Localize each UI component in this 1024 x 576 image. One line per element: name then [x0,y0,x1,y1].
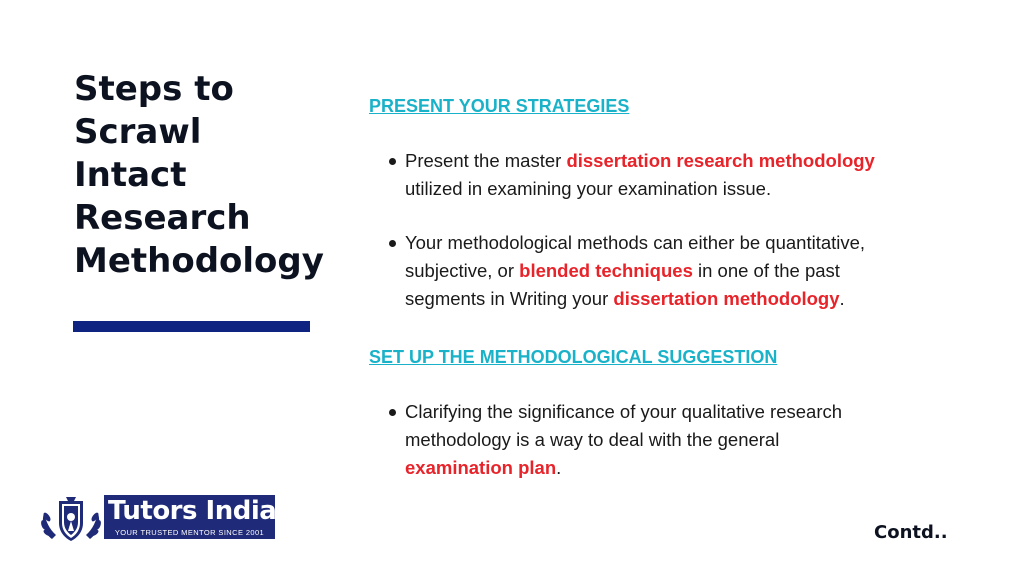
bullet-item [369,398,965,482]
bullet-text: utilized in examining your examination issue. [405,178,772,199]
bullet-text: Clarifying the significance of your qualitative research [405,401,843,422]
bullet-text: segments in Writing your [405,288,614,309]
section-heading-suggestion[interactable]: SET UP THE METHODOLOGICAL SUGGESTION [369,347,778,367]
bullet-text: Your methodological methods can either be quantitative, [405,232,866,253]
logo-name: Tutors India [108,496,277,526]
bullet-text: in one of the past [692,260,840,281]
tutors-india-logo[interactable] [38,495,278,545]
bullet-text: . [839,288,845,309]
highlight-text: examination plan [405,457,557,478]
section-heading-strategies[interactable]: PRESENT YOUR STRATEGIES [369,96,630,116]
slide-title-line: Steps to [74,69,234,109]
bullet-list-strategies [369,147,969,313]
bullet-line [405,429,779,450]
continued-label: Contd.. [874,522,948,543]
slide-content [369,92,969,482]
bullet-text: methodology is a way to deal with the general [405,429,780,450]
bullet-line [405,457,561,478]
bullet-line [405,150,875,171]
slide-title-line: Scrawl [74,112,202,152]
logo-tagline: YOUR TRUSTED MENTOR SINCE 2001 [114,528,265,537]
highlight-text: dissertation methodology [613,288,840,309]
bullet-dot-icon [389,240,396,247]
slide-title-line: Methodology [74,241,324,281]
bullet-line [405,232,865,253]
bullet-item [369,147,965,203]
bullet-text: . [556,457,562,478]
slide-title-line: Intact [74,155,187,195]
bullet-line [405,178,771,199]
bullet-item [369,229,965,313]
bullet-line [405,401,842,422]
title-underline-bar [73,321,310,332]
highlight-text: dissertation research methodology [566,150,875,171]
bullet-list-suggestion [369,398,969,482]
slide-title-line: Research [74,198,251,238]
bullet-text: subjective, or [405,260,520,281]
laurel-shield-emblem-icon [38,495,104,545]
bullet-line [405,260,840,281]
bullet-line [405,288,845,309]
highlight-text: blended techniques [519,260,693,281]
bullet-text: Present the master [405,150,567,171]
bullet-dot-icon [389,409,396,416]
slide-title [74,68,324,283]
bullet-dot-icon [389,158,396,165]
